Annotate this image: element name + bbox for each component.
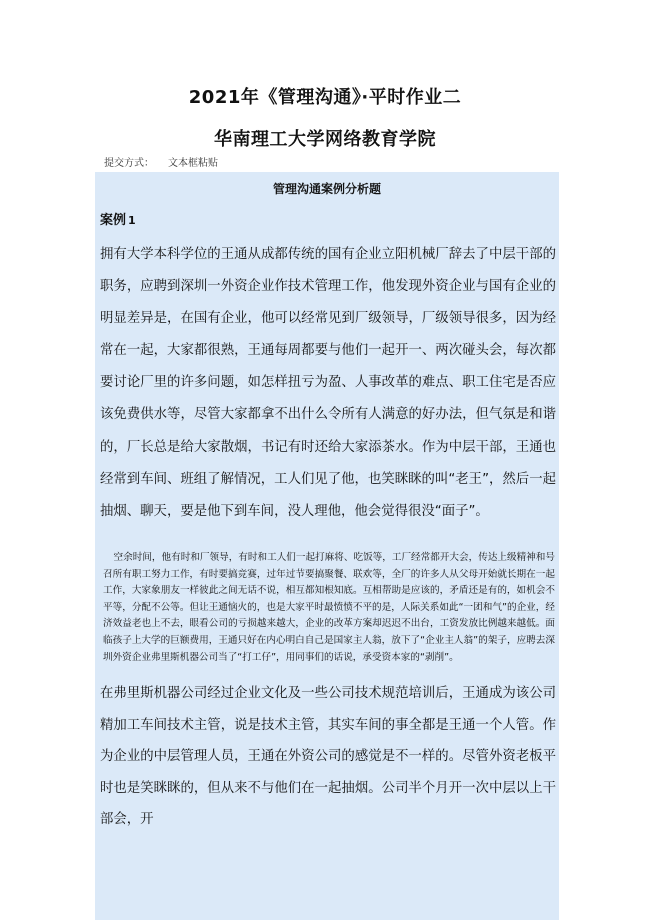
submit-method-value: 文本框粘贴 [168, 158, 218, 169]
document-title: 2021年《管理沟通》·平时作业二 [188, 87, 462, 108]
submit-method-row [104, 157, 218, 171]
case-heading [100, 212, 136, 230]
case-paragraph: 在弗里斯机器公司经过企业文化及一些公司技术规范培训后，王通成为该公司精加工车间技术主管，说是技术主管，其实车间的事全都是王通一个人管。作为企业的中层管理人员，王通在外资公司的感觉是不一样的。尽管外资老板平时也是笑眯眯的，但从来不与他们在一起抽烟。公司半个月开一次中层以上干部会，开 [100, 686, 556, 828]
section-title: 管理沟通案例分析题 [272, 182, 381, 196]
submit-method-label: 提交方式： [104, 158, 154, 169]
case-label: 案例 [100, 213, 127, 228]
case-number: 1 [128, 214, 136, 227]
case-paragraph: 拥有大学本科学位的王通从成都传统的国有企业立阳机械厂辞去了中层干部的职务，应聘到深圳一外资企业作技术管理工作，他发现外资企业与国有企业的明显差异是，在国有企业，他可以经常见到厂级领导，厂级领导很多，因为经常在一起，大家都很熟，王通每周都要与他们一起开一、两次碰头会，每次都要讨论厂里的许多问题，如怎样扭亏为盈、人事改革的难点、职工住宅是否应该免费供水等，尽管大家都拿不出什么令所有人满意的好办法，但气氛是和谐的，厂长总是给大家散烟，书记有时还给大家添茶水。作为中层干部，王通也经常到车间、班组了解情况，工人们见了他，也笑眯眯的叫“老王”，然后一起抽烟、聊天，要是他下到车间，没人理他，他会觉得很没“面子”。 [100, 247, 556, 519]
answer-text-box[interactable] [95, 172, 559, 920]
case-paragraph-small: 空余时间，他有时和厂领导，有时和工人们一起打麻将、吃饭等，工厂经常都开大会，传达上级精神和号召所有职工努力工作，有时要搞竞赛，过年过节要搞聚餐、联欢等，全厂的许多人从父母开始就长期在一起工作，大家象朋友一样彼此之间无话不说，相互都知根知底。互相帮助是应该的，矛盾还是有的，如机会不平等，分配不公等。但让王通恼火的，也是大家平时最愤愤不平的是，人际关系如此“一团和气”的企业，经济效益老也上不去，眼看公司的亏损越来越大，企业的改革方案却迟迟不出台，工资发放比例越来越低。面临孩子上大学的巨额费用，王通只好在内心明白自己是国家主人翁，放下了“企业主人翁”的架子，应聘去深圳外资企业弗里斯机器公司当了“打工仔”，用同事们的话说，承受资本家的“剥削”。 [103, 552, 555, 663]
institution-name: 华南理工大学网络教育学院 [214, 129, 436, 150]
